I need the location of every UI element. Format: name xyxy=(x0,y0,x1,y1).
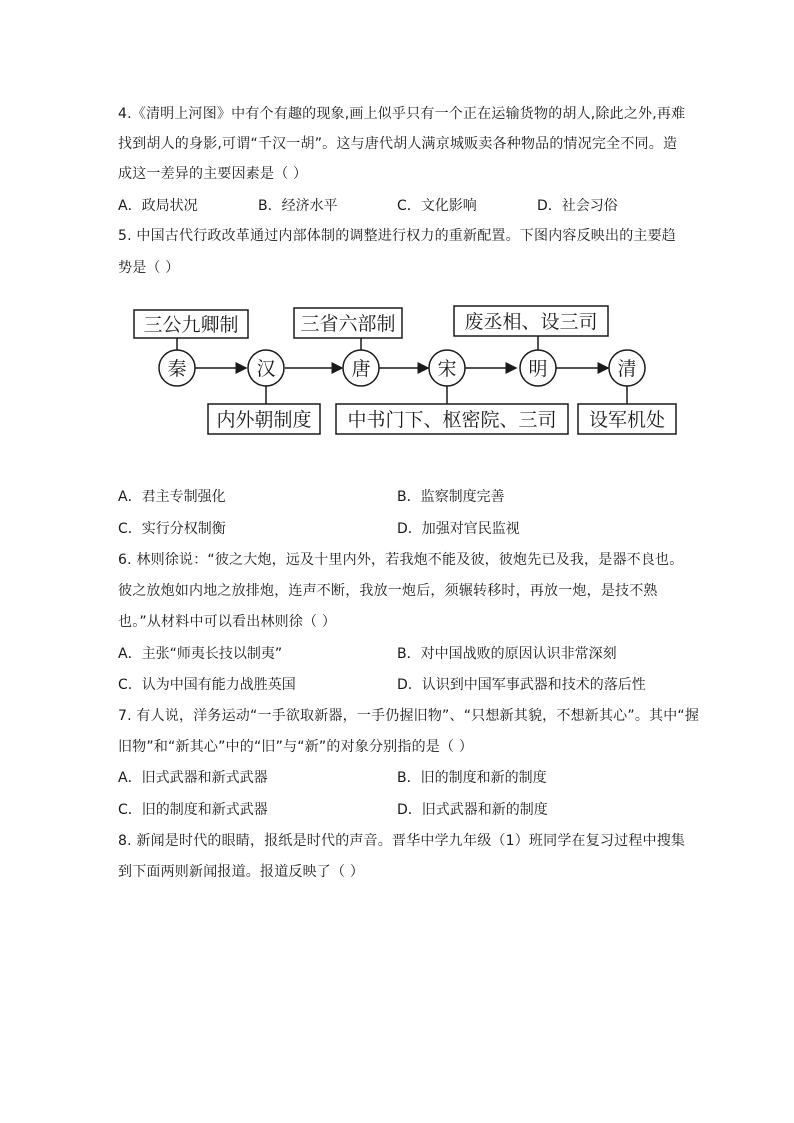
q5-line-1: 5. 中国古代行政改革通过内部体制的调整进行权力的重新配置。下图内容反映出的主要趋 xyxy=(118,228,677,244)
circle-han-label: 汉 xyxy=(256,358,276,380)
box-neiwai-chao-label: 内外朝制度 xyxy=(216,409,312,431)
q6-line-2: 彼之放炮如内地之放排炮，连声不断，我放一炮后，须辗转移时，再放一炮，是技不熟 xyxy=(118,583,658,599)
dynasty-flow-diagram xyxy=(120,300,680,440)
q4-option-c: C．文化影响 xyxy=(397,198,477,214)
q5-line-2: 势是（ ） xyxy=(118,260,180,276)
q6-line-3: 也。”从材料中可以看出林则徐（ ） xyxy=(118,614,337,630)
box-sansheng-liubu-label: 三省六部制 xyxy=(300,313,396,335)
circle-song-label: 宋 xyxy=(437,358,457,380)
circle-qing-label: 清 xyxy=(617,358,637,380)
q7-option-d: D．旧式武器和新的制度 xyxy=(397,802,548,818)
q6-option-d: D．认识到中国军事武器和技术的落后性 xyxy=(397,677,646,693)
q4-line-2: 找到胡人的身影,可谓“千汉一胡”。这与唐代胡人满京城贩卖各种物品的情况完全不同。造 xyxy=(118,136,678,152)
q5-option-d: D．加强对官民监视 xyxy=(397,521,520,537)
box-zhongshu-shumi-label: 中书门下、枢密院、三司 xyxy=(347,409,557,431)
circle-tang-label: 唐 xyxy=(351,358,371,380)
q5-option-a: A．君主专制强化 xyxy=(118,489,226,505)
q6-option-b: B．对中国战败的原因认识非常深刻 xyxy=(397,646,617,662)
q7-line-1: 7. 有人说，洋务运动“一手欲取新器，一手仍握旧物”、“只想新其貌，不想新其心”。其中“握 xyxy=(118,708,700,724)
q6-option-a: A．主张“师夷长技以制夷” xyxy=(118,646,283,662)
q7-line-2: 旧物”和“新其心”中的“旧”与“新”的对象分别指的是（ ） xyxy=(118,739,474,755)
q4-option-d: D．社会习俗 xyxy=(537,198,618,214)
q4-line-1: 4.《清明上河图》中有个有趣的现象,画上似乎只有一个正在运输货物的胡人,除此之外,再难 xyxy=(118,106,686,122)
q4-option-a: A．政局状况 xyxy=(118,198,198,214)
circle-ming-label: 明 xyxy=(528,358,548,380)
box-fei-chengxiang-label: 废丞相、设三司 xyxy=(464,311,598,333)
q7-option-a: A．旧式武器和新式武器 xyxy=(118,770,268,786)
q5-option-b: B．监察制度完善 xyxy=(397,489,505,505)
q7-option-b: B．旧的制度和新的制度 xyxy=(397,770,547,786)
q6-option-c: C．认为中国有能力战胜英国 xyxy=(118,677,296,693)
q6-line-1: 6. 林则徐说：“彼之大炮，远及十里内外，若我炮不能及彼，彼炮先已及我，是器不良也。 xyxy=(118,552,684,568)
q4-option-b: B．经济水平 xyxy=(258,198,338,214)
box-sangong-jiuqing-label: 三公九卿制 xyxy=(143,314,239,336)
circle-qin-label: 秦 xyxy=(167,358,187,380)
q4-line-3: 成这一差异的主要因素是（ ） xyxy=(118,166,308,182)
q5-option-c: C．实行分权制衡 xyxy=(118,521,226,537)
q8-line-1: 8. 新闻是时代的眼睛，报纸是时代的声音。晋华中学九年级（1）班同学在复习过程中搜集 xyxy=(118,833,686,849)
box-junjichu-label: 设军机处 xyxy=(588,409,666,431)
q8-line-2: 到下面两则新闻报道。报道反映了（ ） xyxy=(118,864,365,880)
q7-option-c: C．旧的制度和新式武器 xyxy=(118,802,268,818)
